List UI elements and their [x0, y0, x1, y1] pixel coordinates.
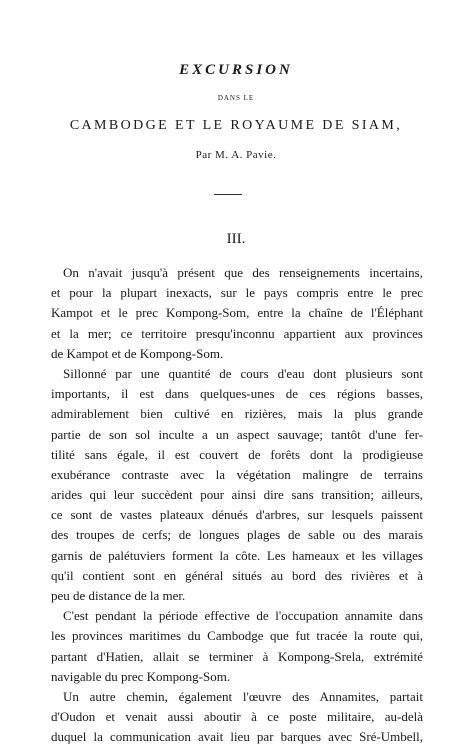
text-line: de Kampot et de Kompong-Som.	[51, 345, 224, 361]
title-connector: DANS LE	[217, 94, 255, 102]
text-line: et la mer; ce territoire presqu'inconnu appartient aux provinces	[51, 325, 423, 341]
article-title: EXCURSION	[179, 62, 293, 78]
text-line: partie de son sol inculte a un aspect sauvage; tantôt d'une fer-	[51, 426, 423, 442]
section-number: III.	[226, 231, 246, 247]
text-line: Kampot et le prec Kompong-Som, entre la chaîne de l'Éléphant	[51, 305, 423, 321]
text-line: admirablement bien cultivé en rizières, mais la plus grande	[51, 406, 423, 422]
text-line: qu'il contient sont en général situés au bord des rivières et à	[51, 567, 423, 583]
text-line: exubérance contraste avec la végétation malingre de terrains	[51, 466, 423, 482]
text-line: peu de distance de la mer.	[51, 588, 186, 603]
text-line: ce sont de vastes plateaux dénués d'arbres, sur lesquels paissent	[51, 507, 423, 523]
text-line: les provinces maritimes du Cambodge que fut tracée la route qui,	[51, 628, 423, 644]
text-line: On n'avait jusqu'à présent que des renseignements incertains,	[63, 265, 423, 280]
text-line: importants, il est dans quelques-unes de ces régions basses,	[51, 386, 423, 402]
text-line: partant d'Hatien, allait se terminer à Kompong-Srela, extrémité	[51, 648, 423, 664]
title-divider	[214, 194, 242, 195]
text-line: duquel la communication avait lieu par barques avec Sré-Umbell,	[51, 729, 423, 745]
text-line: Un autre chemin, également l'œuvre des Annamites, partait	[63, 688, 423, 704]
author-line: Par M. A. Pavie.	[195, 149, 277, 161]
body-text	[51, 263, 423, 748]
text-line: tilité sans égale, il est couvert de forêts dont la prodigieuse	[51, 446, 423, 462]
text-line: d'Oudon et venait aussi aboutir à ce poste militaire, au-delà	[51, 709, 423, 725]
text-line: Sillonné par une quantité de cours d'eau dont plusieurs sont	[63, 365, 423, 381]
text-line: et pour la plupart inexacts, sur le pays compris entre le prec	[51, 285, 423, 301]
text-line: C'est pendant la période effective de l'occupation annamite dans	[63, 608, 423, 624]
text-line: des troupes de cerfs; de longues plages de sable ou des marais	[51, 527, 423, 543]
text-line: arides qui leur succèdent pour ainsi dire sans transition; ailleurs,	[51, 487, 423, 503]
text-line: garnis de palétuviers forment la côte. Les hameaux et les villages	[51, 547, 423, 563]
article-subtitle: CAMBODGE ET LE ROYAUME DE SIAM,	[69, 118, 403, 133]
text-line: navigable du prec Kompong-Som.	[51, 668, 231, 684]
